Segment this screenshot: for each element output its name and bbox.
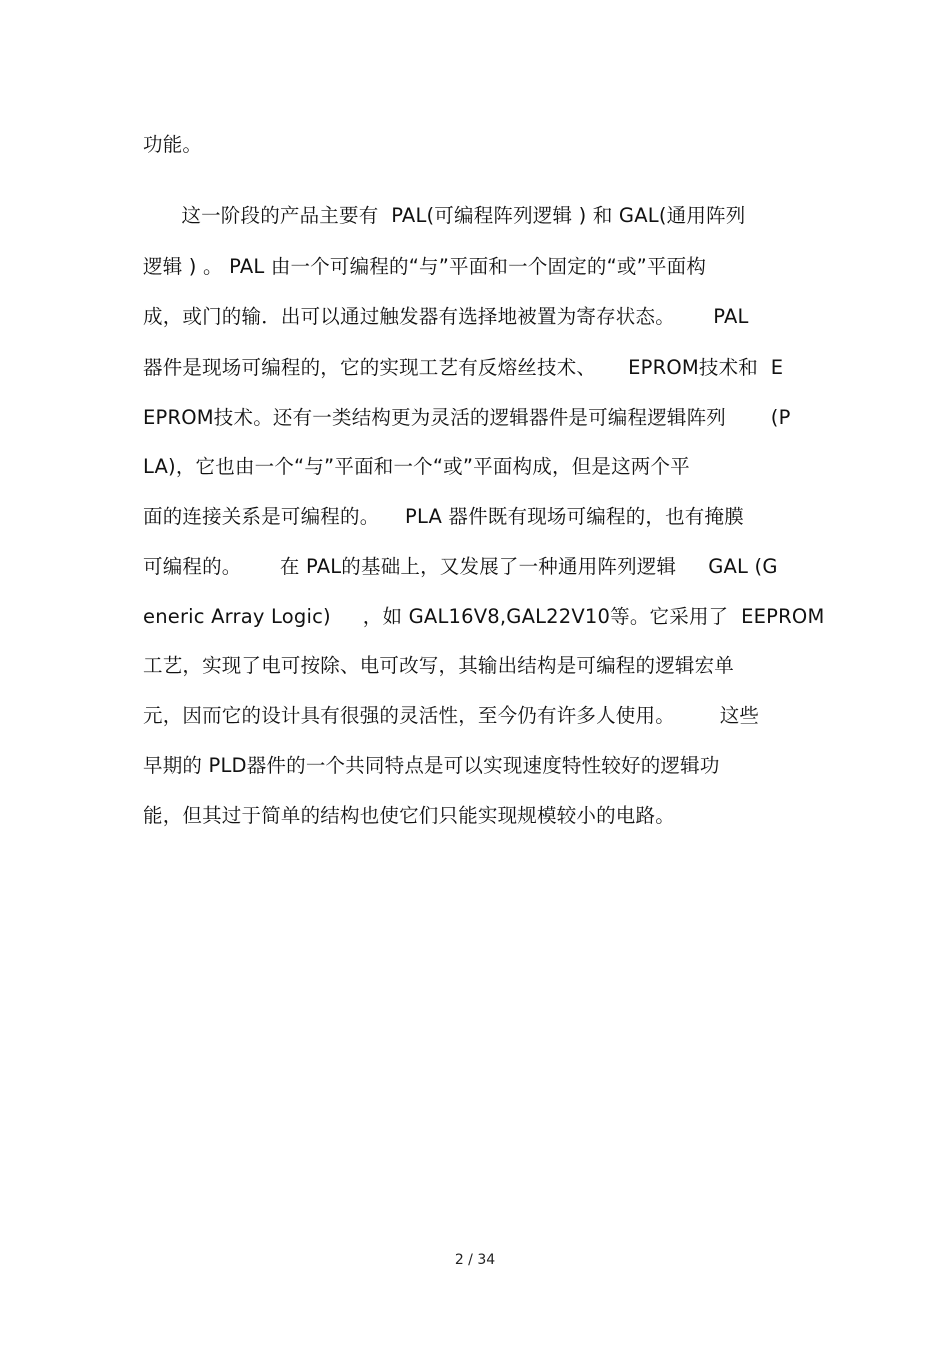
text-line: 工艺，实现了电可按除、电可改写，其输出结构是可编程的逻辑宏单 [143,654,735,677]
text-line: 成，或门的输．出可以通过触发器有选择地被置为寄存状态。 PAL [143,305,749,328]
text-line: eneric Array Logic) ，如 GAL16V8,GAL22V10等。它采用了 EEPROM [143,605,825,628]
text-line: 功能。 [143,133,203,156]
text-line: 元，因而它的设计具有很强的灵活性，至今仍有许多人使用。 这些 [143,704,760,727]
text-line: 可编程的。 在 PAL的基础上，又发展了一种通用阵列逻辑 GAL (G [143,555,778,578]
text-line: 面的连接关系是可编程的。 PLA 器件既有现场可编程的，也有掩膜 [143,505,744,528]
text-line: 早期的 PLD器件的一个共同特点是可以实现速度特性较好的逻辑功 [143,754,720,777]
text-line: 能，但其过于简单的结构也使它们只能实现规模较小的电路。 [143,804,675,827]
page-number: 2 / 34 [454,1252,496,1268]
text-line: 逻辑 ) 。 PAL 由一个可编程的“与”平面和一个固定的“或”平面构 [143,255,707,278]
text-line: 器件是现场可编程的，它的实现工艺有反熔丝技术、 EPROM技术和 E [143,356,784,379]
text-line: 这一阶段的产品主要有 PAL(可编程阵列逻辑 ) 和 GAL(通用阵列 [143,204,746,227]
text-line: EPROM技术。还有一类结构更为灵活的逻辑器件是可编程逻辑阵列 (P [143,406,791,429]
text-line: LA)，它也由一个“与”平面和一个“或”平面构成，但是这两个平 [143,455,690,478]
